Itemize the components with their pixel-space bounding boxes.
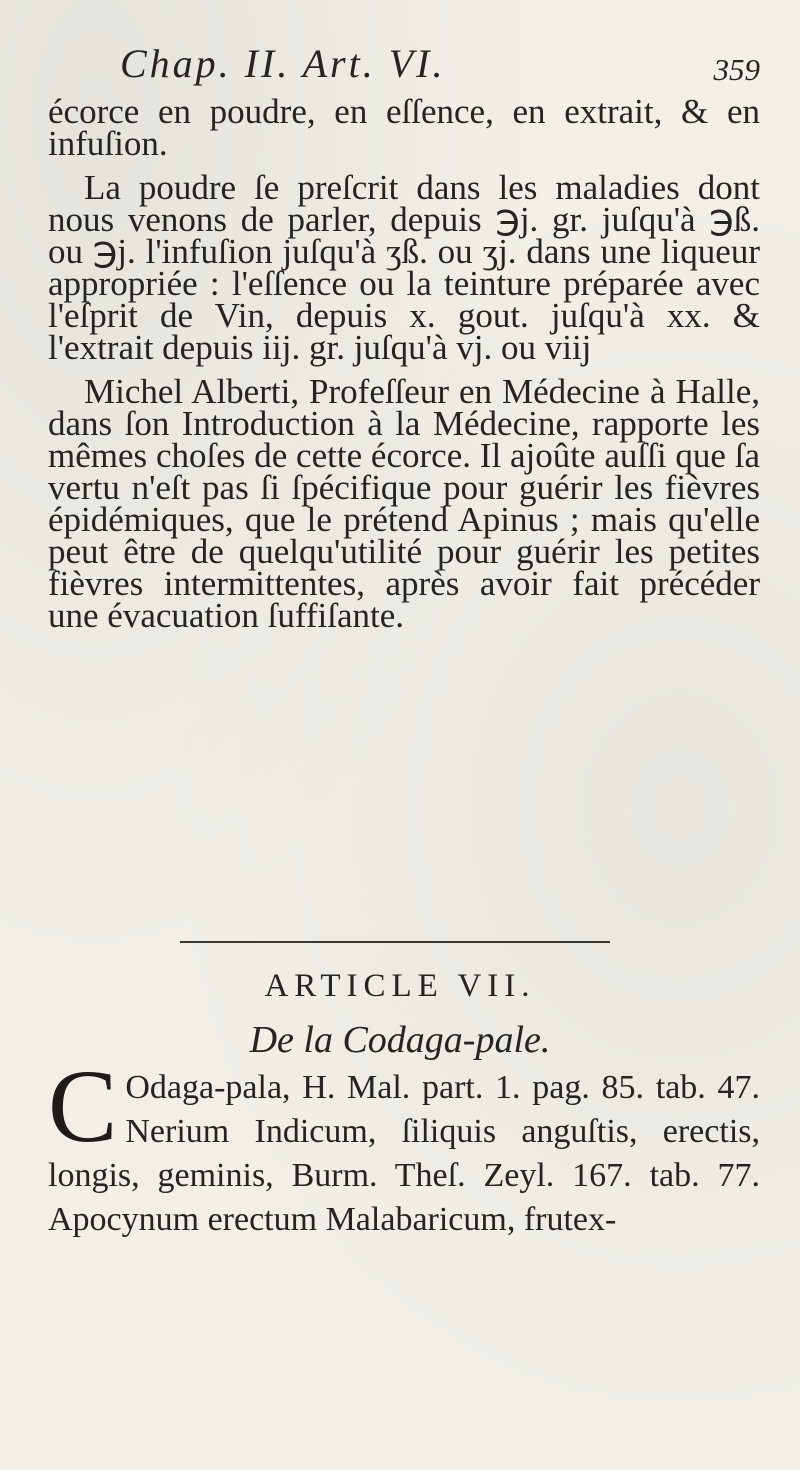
paragraph-continuation: écorce en poudre, en eſſence, en extrait, & en infuſion. — [48, 92, 760, 163]
paragraph-alberti: Michel Alberti, Profeſſeur en Médecine à Halle, dans ſon Introduction à la Médecine, rapporte les mêmes choſes de cette écorce. Il ajoûte auſſi que ſa vertu n'eſt pas ſi ſpécifique pour guérir les fièvres épidémiques, que le prétend Apinus ; mais qu'elle peut être de quelqu'utilité pour guérir les petites fièvres intermittentes, après avoir fait précéder une évacuation ſuffiſante. — [48, 372, 760, 635]
article-entry-text: Odaga-pala, H. Mal. part. 1. pag. 85. tab. 47. Nerium Indicum, ſiliquis anguſtis, erectis, longis, geminis, Burm. Theſ. Zeyl. 167. tab. 77. Apocynum erectum Malabaricum, frutex- — [48, 1069, 760, 1238]
section-divider — [180, 941, 610, 943]
running-head — [120, 40, 760, 96]
drop-cap: C — [48, 1049, 118, 1164]
paragraph-dosage: La poudre ſe preſcrit dans les maladies dont nous venons de parler, depuis ℈j. gr. juſqu'à ℈ß. ou ℈j. l'infuſion juſqu'à ʒß. ou ʒj. dans une liqueur appropriée : l'eſſence ou la teinture préparée avec l'eſprit de Vin, depuis x. gout. juſqu'à xx. & l'extrait depuis iij. gr. juſqu'à vj. ou viij — [48, 168, 760, 367]
article-heading: ARTICLE VII. — [264, 968, 536, 1004]
running-title: Chap. II. Art. VI. — [120, 41, 446, 86]
page-number: 359 — [713, 52, 760, 87]
body-text — [48, 92, 760, 644]
article-entry — [48, 1049, 760, 1242]
article-subtitle: De la Codaga-pale. — [249, 1019, 551, 1061]
